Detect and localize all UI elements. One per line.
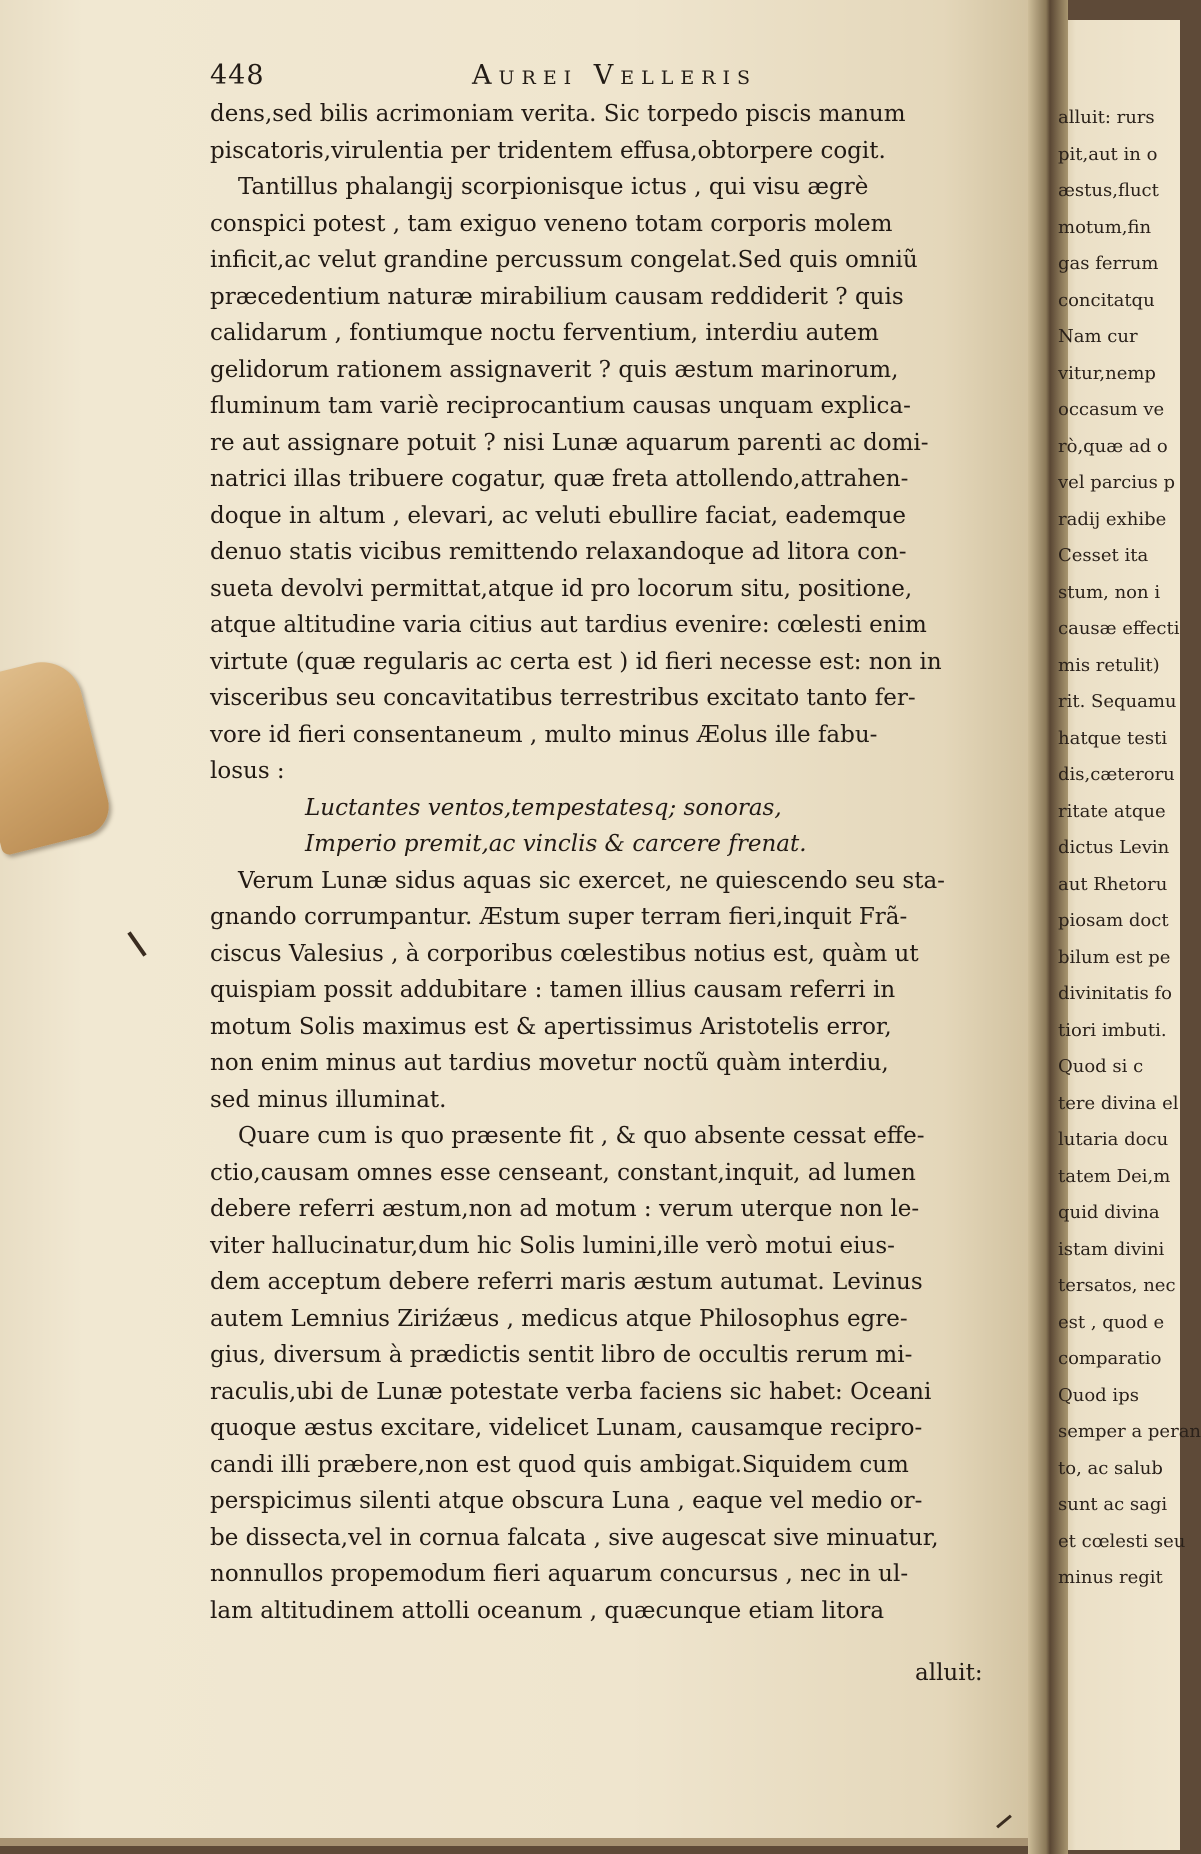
right-page-line: istam divini: [1058, 1238, 1165, 1260]
right-page-line: hatque testi: [1058, 727, 1168, 749]
right-page-line: comparatio: [1058, 1348, 1162, 1369]
text-line: viter hallucinatur,dum hic Solis lumini,ille verò motui eius-: [210, 1232, 895, 1259]
text-line: quispiam possit addubitare : tamen illius causam referri in: [210, 977, 896, 1003]
right-page-line: dis,cæteroru: [1058, 764, 1175, 785]
catchword: alluit:: [915, 1660, 983, 1686]
text-line: denuo statis vicibus remittendo relaxandoque ad litora con-: [210, 539, 907, 565]
text-line: be dissecta,vel in cornua falcata , sive augescat sive minuatur,: [210, 1524, 939, 1551]
right-page-line: vel parcius p: [1058, 472, 1176, 493]
right-page-line: Quod si c: [1058, 1056, 1144, 1077]
right-page-text: [1058, 100, 1201, 1597]
right-page-line: tere divina el: [1058, 1092, 1179, 1114]
running-head: [210, 60, 1010, 98]
text-line: doque in altum , elevari, ac veluti ebullire faciat, eademque: [210, 502, 907, 529]
text-line: piscatoris,virulentia per tridentem effusa,obtorpere cogit.: [210, 137, 886, 164]
right-page-line: stum, non i: [1058, 581, 1161, 603]
left-page-text-area: [210, 60, 1010, 1686]
right-page-line: æstus,fluct: [1058, 180, 1159, 201]
right-page-line: occasum ve: [1058, 399, 1165, 420]
right-page-line: tatem Dei,m: [1058, 1165, 1171, 1187]
right-page-line: piosam doct: [1058, 910, 1169, 931]
right-page-line: aut Rhetoru: [1058, 873, 1168, 895]
running-title: Aurei Velleris: [472, 60, 758, 91]
right-page-line: divinitatis fo: [1058, 983, 1172, 1004]
text-line: atque altitudine varia citius aut tardius evenire: cœlesti enim: [210, 612, 927, 638]
right-page-line: Quod ips: [1058, 1384, 1139, 1406]
page-number: 448: [210, 60, 265, 91]
text-line: inficit,ac velut grandine percussum congelat.Sed quis omniũ: [210, 247, 918, 273]
text-line: Luctantes ventos,tempestatesq; sonoras,: [305, 794, 782, 821]
text-line: natrici illas tribuere cogatur, quæ freta attollendo,attrahen-: [210, 466, 909, 492]
right-page-line: gas ferrum: [1058, 253, 1159, 274]
body-text: [210, 96, 1020, 1629]
text-line: Quare cum is quo præsente fit , & quo absente cessat effe-: [238, 1123, 925, 1149]
text-line: vore id fieri consentaneum , multo minus Æolus ille fabu-: [210, 721, 878, 748]
right-page-line: quid divina: [1058, 1202, 1160, 1223]
right-page-line: pit,aut in o: [1058, 143, 1158, 165]
text-line: ciscus Valesius , à corporibus cœlestibus notius est, quàm ut: [210, 940, 919, 967]
right-page-line: lutaria docu: [1058, 1129, 1169, 1150]
right-page-line: causæ effecti: [1058, 618, 1180, 639]
text-line: motum Solis maximus est & apertissimus Aristotelis error,: [210, 1013, 892, 1040]
text-line: autem Lemnius Ziriźæus , medicus atque Philosophus egre-: [210, 1305, 908, 1332]
right-page-line: est , quod e: [1058, 1311, 1165, 1333]
text-line: gnando corrumpantur. Æstum super terram fieri,inquit Frã-: [210, 904, 908, 930]
text-line: quoque æstus excitare, videlicet Lunam, causamque recipro-: [210, 1415, 923, 1441]
right-page-line: vitur,nemp: [1058, 362, 1156, 384]
text-line: Imperio premit,ac vinclis & carcere frenat.: [305, 831, 807, 857]
text-line: nonnullos propemodum fieri aquarum concursus , nec in ul-: [210, 1561, 909, 1587]
right-page-line: ritate atque: [1058, 800, 1166, 822]
right-page-line: rò,quæ ad o: [1058, 435, 1168, 457]
right-page-line: rit. Sequamu: [1058, 691, 1177, 712]
text-line: dens,sed bilis acrimoniam verita. Sic torpedo piscis manum: [210, 101, 906, 127]
text-line: perspicimus silenti atque obscura Luna , eaque vel medio or-: [210, 1488, 923, 1514]
paragraph-block: [210, 1118, 1020, 1629]
text-line: gelidorum rationem assignaverit ? quis æstum marinorum,: [210, 356, 899, 383]
right-page-line: tersatos, nec: [1058, 1275, 1176, 1296]
text-line: fluminum tam variè reciprocantium causas unquam explica-: [210, 393, 911, 419]
right-page-line: mis retulit): [1058, 654, 1160, 676]
right-page-line: alluit: rurs: [1058, 107, 1155, 128]
text-line: calidarum , fontiumque noctu ferventium, interdiu autem: [210, 320, 879, 346]
verse-quotation: [210, 790, 1020, 863]
text-line: Tantillus phalangij scorpionisque ictus , qui visu ægrè: [238, 174, 869, 200]
text-line: præcedentium naturæ mirabilium causam reddiderit ? quis: [210, 283, 904, 310]
right-page-line: Nam cur: [1058, 326, 1138, 347]
text-line: re aut assignare potuit ? nisi Lunæ aquarum parenti ac domi-: [210, 429, 929, 456]
text-line: lam altitudinem attolli oceanum , quæcunque etiam litora: [210, 1597, 885, 1624]
right-page-line: Cesset ita: [1058, 545, 1149, 566]
text-line: non enim minus aut tardius movetur noctũ quàm interdiu,: [210, 1050, 889, 1076]
text-line: dem acceptum debere referri maris æstum autumat. Levinus: [210, 1269, 923, 1295]
right-page-line: tiori imbuti.: [1058, 1019, 1167, 1041]
right-page-line: bilum est pe: [1058, 946, 1171, 968]
right-page-line: motum,fin: [1058, 216, 1152, 238]
right-page-line: minus regit: [1058, 1567, 1163, 1588]
right-page-line: et cœlesti seu: [1058, 1530, 1186, 1552]
text-line: debere referri æstum,non ad motum : verum uterque non le-: [210, 1196, 920, 1222]
paragraph-block: [210, 96, 1020, 790]
text-line: sed minus illuminat.: [210, 1086, 447, 1113]
right-page-line: radij exhibe: [1058, 508, 1167, 530]
text-line: virtute (quæ regularis ac certa est ) id fieri necesse est: non in: [210, 648, 942, 675]
right-page-line: dictus Levin: [1058, 837, 1170, 858]
right-page-line: semper a peran: [1058, 1421, 1201, 1442]
text-line: Verum Lunæ sidus aquas sic exercet, ne quiescendo seu sta-: [238, 867, 945, 894]
text-line: gius, diversum à prædictis sentit libro de occultis rerum mi-: [210, 1342, 913, 1368]
right-page-line: to, ac salub: [1058, 1457, 1163, 1479]
text-line: losus :: [210, 758, 285, 784]
text-line: ctio,causam omnes esse censeant, constant,inquit, ad lumen: [210, 1159, 916, 1186]
right-page-line: sunt ac sagi: [1058, 1494, 1168, 1515]
text-line: raculis,ubi de Lunæ potestate verba faciens sic habet: Oceani: [210, 1378, 932, 1405]
text-line: visceribus seu concavitatibus terrestribus excitato tanto fer-: [210, 685, 916, 711]
text-line: conspici potest , tam exiguo veneno totam corporis molem: [210, 210, 893, 237]
text-line: candi illi præbere,non est quod quis ambigat.Siquidem cum: [210, 1451, 909, 1478]
right-page-line: concitatqu: [1058, 289, 1155, 311]
paragraph-block: [210, 863, 1020, 1119]
text-line: sueta devolvi permittat,atque id pro locorum situ, positione,: [210, 575, 913, 602]
